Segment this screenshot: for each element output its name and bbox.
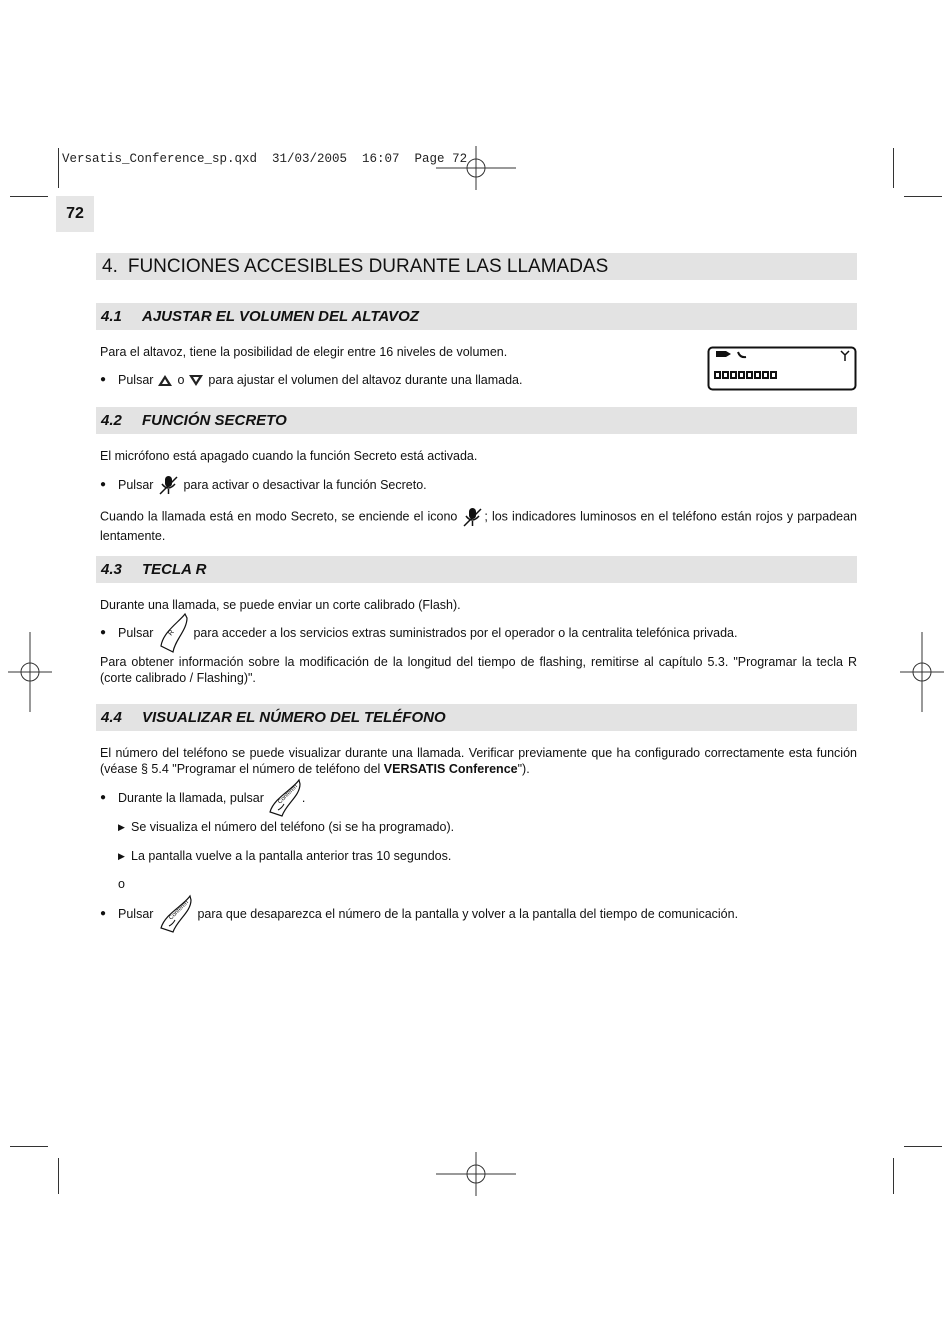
- product-name: VERSATIS Conference: [383, 762, 518, 776]
- arrow-right-icon: ▶: [118, 851, 125, 861]
- chapter-heading: [96, 253, 857, 280]
- section-title: TECLA R: [142, 561, 207, 578]
- paragraph-text: Cuando la llamada está en modo Secreto, se enciende el icono: [100, 509, 458, 524]
- section-number: 4.1: [101, 308, 122, 325]
- chapter-title: FUNCIONES ACCESIBLES DURANTE LAS LLAMADAS: [127, 255, 609, 277]
- bullet-dot: ●: [100, 479, 107, 490]
- bullet-item: [100, 778, 305, 818]
- conference-key-icon: [157, 894, 193, 934]
- bullet-text: .: [301, 791, 306, 805]
- sub-item: [118, 819, 454, 835]
- bullet-text: Pulsar: [118, 373, 154, 387]
- bullet-dot: ●: [100, 374, 107, 385]
- registration-mark-right: [900, 632, 944, 712]
- lcd-display-icon: [707, 346, 857, 391]
- microphone-mute-icon: [157, 474, 179, 496]
- conference-key-icon: [266, 778, 302, 818]
- bullet-item: [100, 612, 737, 654]
- sub-item: [118, 848, 451, 864]
- r-key-label: R: [167, 628, 177, 638]
- paragraph: [100, 506, 857, 544]
- arrow-right-icon: ▶: [118, 822, 125, 832]
- bullet-text: Pulsar: [118, 626, 154, 640]
- paragraph: Para el altavoz, tiene la posibilidad de elegir entre 16 niveles de volumen.: [100, 345, 508, 359]
- section-heading-4-1: [96, 303, 857, 330]
- bullet-text: Durante la llamada, pulsar: [118, 791, 264, 805]
- section-number: 4.2: [101, 412, 122, 429]
- paragraph-text: ").: [517, 762, 530, 776]
- bullet-dot: ●: [100, 792, 107, 803]
- bullet-text: para ajustar el volumen del altavoz durante una llamada.: [208, 373, 523, 387]
- paragraph: Durante una llamada, se puede enviar un corte calibrado (Flash).: [100, 598, 461, 612]
- or-separator: o: [118, 877, 125, 891]
- microphone-mute-icon: [461, 506, 483, 528]
- section-title: AJUSTAR EL VOLUMEN DEL ALTAVOZ: [142, 308, 419, 325]
- sub-item-text: La pantalla vuelve a la pantalla anterior tras 10 segundos.: [131, 849, 452, 863]
- bullet-text: para acceder a los servicios extras suministrados por el operador o la centralita telefónica privada.: [193, 626, 738, 640]
- chapter-number: 4.: [102, 255, 118, 277]
- registration-mark-left: [8, 632, 52, 712]
- file-header: Versatis_Conference_sp.qxd 31/03/2005 16:07 Page 72: [62, 152, 468, 166]
- section-number: 4.4: [101, 709, 122, 726]
- section-heading-4-4: [96, 704, 857, 731]
- section-title: FUNCIÓN SECRETO: [142, 412, 287, 429]
- page-number: 72: [56, 196, 94, 232]
- conference-key-label: Conferen: [168, 899, 191, 922]
- bullet-text: para activar o desactivar la función Secreto.: [183, 478, 427, 492]
- section-heading-4-2: [96, 407, 857, 434]
- bullet-text: Pulsar: [118, 907, 154, 921]
- conference-key-label: Conferen: [277, 783, 299, 806]
- section-heading-4-3: [96, 556, 857, 583]
- bullet-dot: ●: [100, 627, 107, 638]
- section-title: VISUALIZAR EL NÚMERO DEL TELÉFONO: [142, 709, 446, 726]
- paragraph-text: El número del teléfono se puede visualizar durante una llamada. Verificar previamente que ha configurado correctamente esta función (véase § 5.4 "Programar el número de teléfono del: [100, 746, 857, 776]
- bullet-text: Pulsar: [118, 478, 154, 492]
- bullet-dot: ●: [100, 908, 107, 919]
- bullet-item: [100, 474, 427, 496]
- bullet-text: o: [177, 373, 185, 387]
- paragraph: Para obtener información sobre la modificación de la longitud del tiempo de flashing, remitirse al capítulo 5.3. "Programar la tecla R (corte calibrado / Flashing)".: [100, 655, 857, 685]
- section-number: 4.3: [101, 561, 122, 578]
- paragraph: [100, 745, 857, 777]
- paragraph: El micrófono está apagado cuando la función Secreto está activada.: [100, 449, 478, 463]
- sub-item-text: Se visualiza el número del teléfono (si se ha programado).: [131, 820, 455, 834]
- up-triangle-icon: [157, 374, 173, 387]
- bullet-text: para que desaparezca el número de la pantalla y volver a la pantalla del tiempo de comunicación.: [197, 907, 739, 921]
- bullet-item: [100, 372, 522, 388]
- down-triangle-icon: [188, 374, 204, 387]
- r-key-icon: [157, 612, 189, 654]
- registration-mark-bottom: [436, 1152, 516, 1196]
- paragraph-text: ; los indicadores luminosos en el teléfono están rojos y parpadean lentamente.: [100, 509, 857, 543]
- bullet-item: [100, 894, 738, 934]
